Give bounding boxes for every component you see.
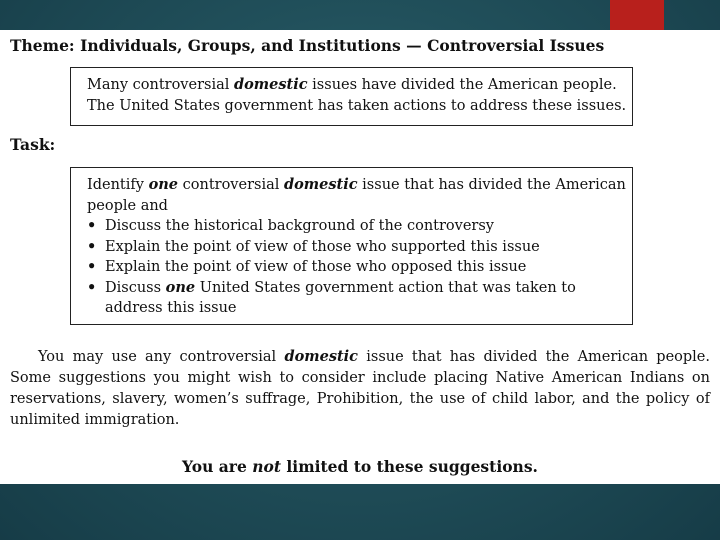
suggestions-emphasis: domestic — [284, 348, 359, 365]
task-text: Identify — [87, 177, 149, 193]
task-text: issue that has divided the American — [357, 177, 626, 193]
task-bullet-list — [87, 216, 632, 319]
accent-tab — [610, 0, 664, 30]
intro-line-2: The United States government has taken actions to address these issues. — [87, 97, 627, 114]
document-page — [0, 30, 720, 484]
task-box — [70, 167, 633, 325]
intro-text: issues have divided the American people. — [307, 77, 617, 93]
task-bullet: • Explain the point of view of those who supported this issue — [87, 237, 632, 258]
suggestions-text — [10, 346, 710, 431]
task-emphasis: domestic — [283, 176, 358, 193]
limit-text: limited to these suggestions. — [281, 457, 538, 476]
intro-box — [70, 67, 633, 126]
task-bullet — [87, 278, 632, 319]
task-text: address this issue — [105, 300, 237, 316]
task-text: United States government action that was taken to — [195, 279, 576, 296]
suggestions-paragraph — [10, 346, 710, 431]
task-bullet: • Discuss the historical background of the controversy — [87, 216, 632, 237]
limit-note — [0, 457, 720, 476]
task-text: controversial — [178, 177, 284, 193]
theme-label: Theme: — [10, 36, 75, 55]
task-line-2: people and — [87, 197, 168, 214]
task-text: Discuss — [105, 279, 166, 296]
suggestions-body: issue that has divided the American people. Some suggestions you might wish to consider include placing Native American Indians on reservations, slavery, women’s suffrage, Prohibition, the use of child labor, and the policy of unlimited immigration. — [10, 349, 710, 428]
task-emphasis: one — [148, 176, 179, 193]
limit-emphasis: not — [252, 457, 282, 476]
suggestions-lead: You may use any controversial — [38, 349, 285, 365]
intro-emphasis: domestic — [233, 76, 308, 93]
task-label: Task: — [10, 135, 56, 154]
theme-text: Individuals, Groups, and Institutions — Controversial Issues — [80, 36, 605, 55]
task-bullet: • Explain the point of view of those who opposed this issue — [87, 257, 632, 278]
task-line-1 — [87, 175, 632, 196]
limit-text: You are — [182, 457, 253, 476]
task-emphasis: one — [165, 278, 196, 296]
intro-line-1 — [87, 75, 632, 96]
intro-text: Many controversial — [87, 77, 234, 93]
theme-heading — [10, 36, 710, 55]
